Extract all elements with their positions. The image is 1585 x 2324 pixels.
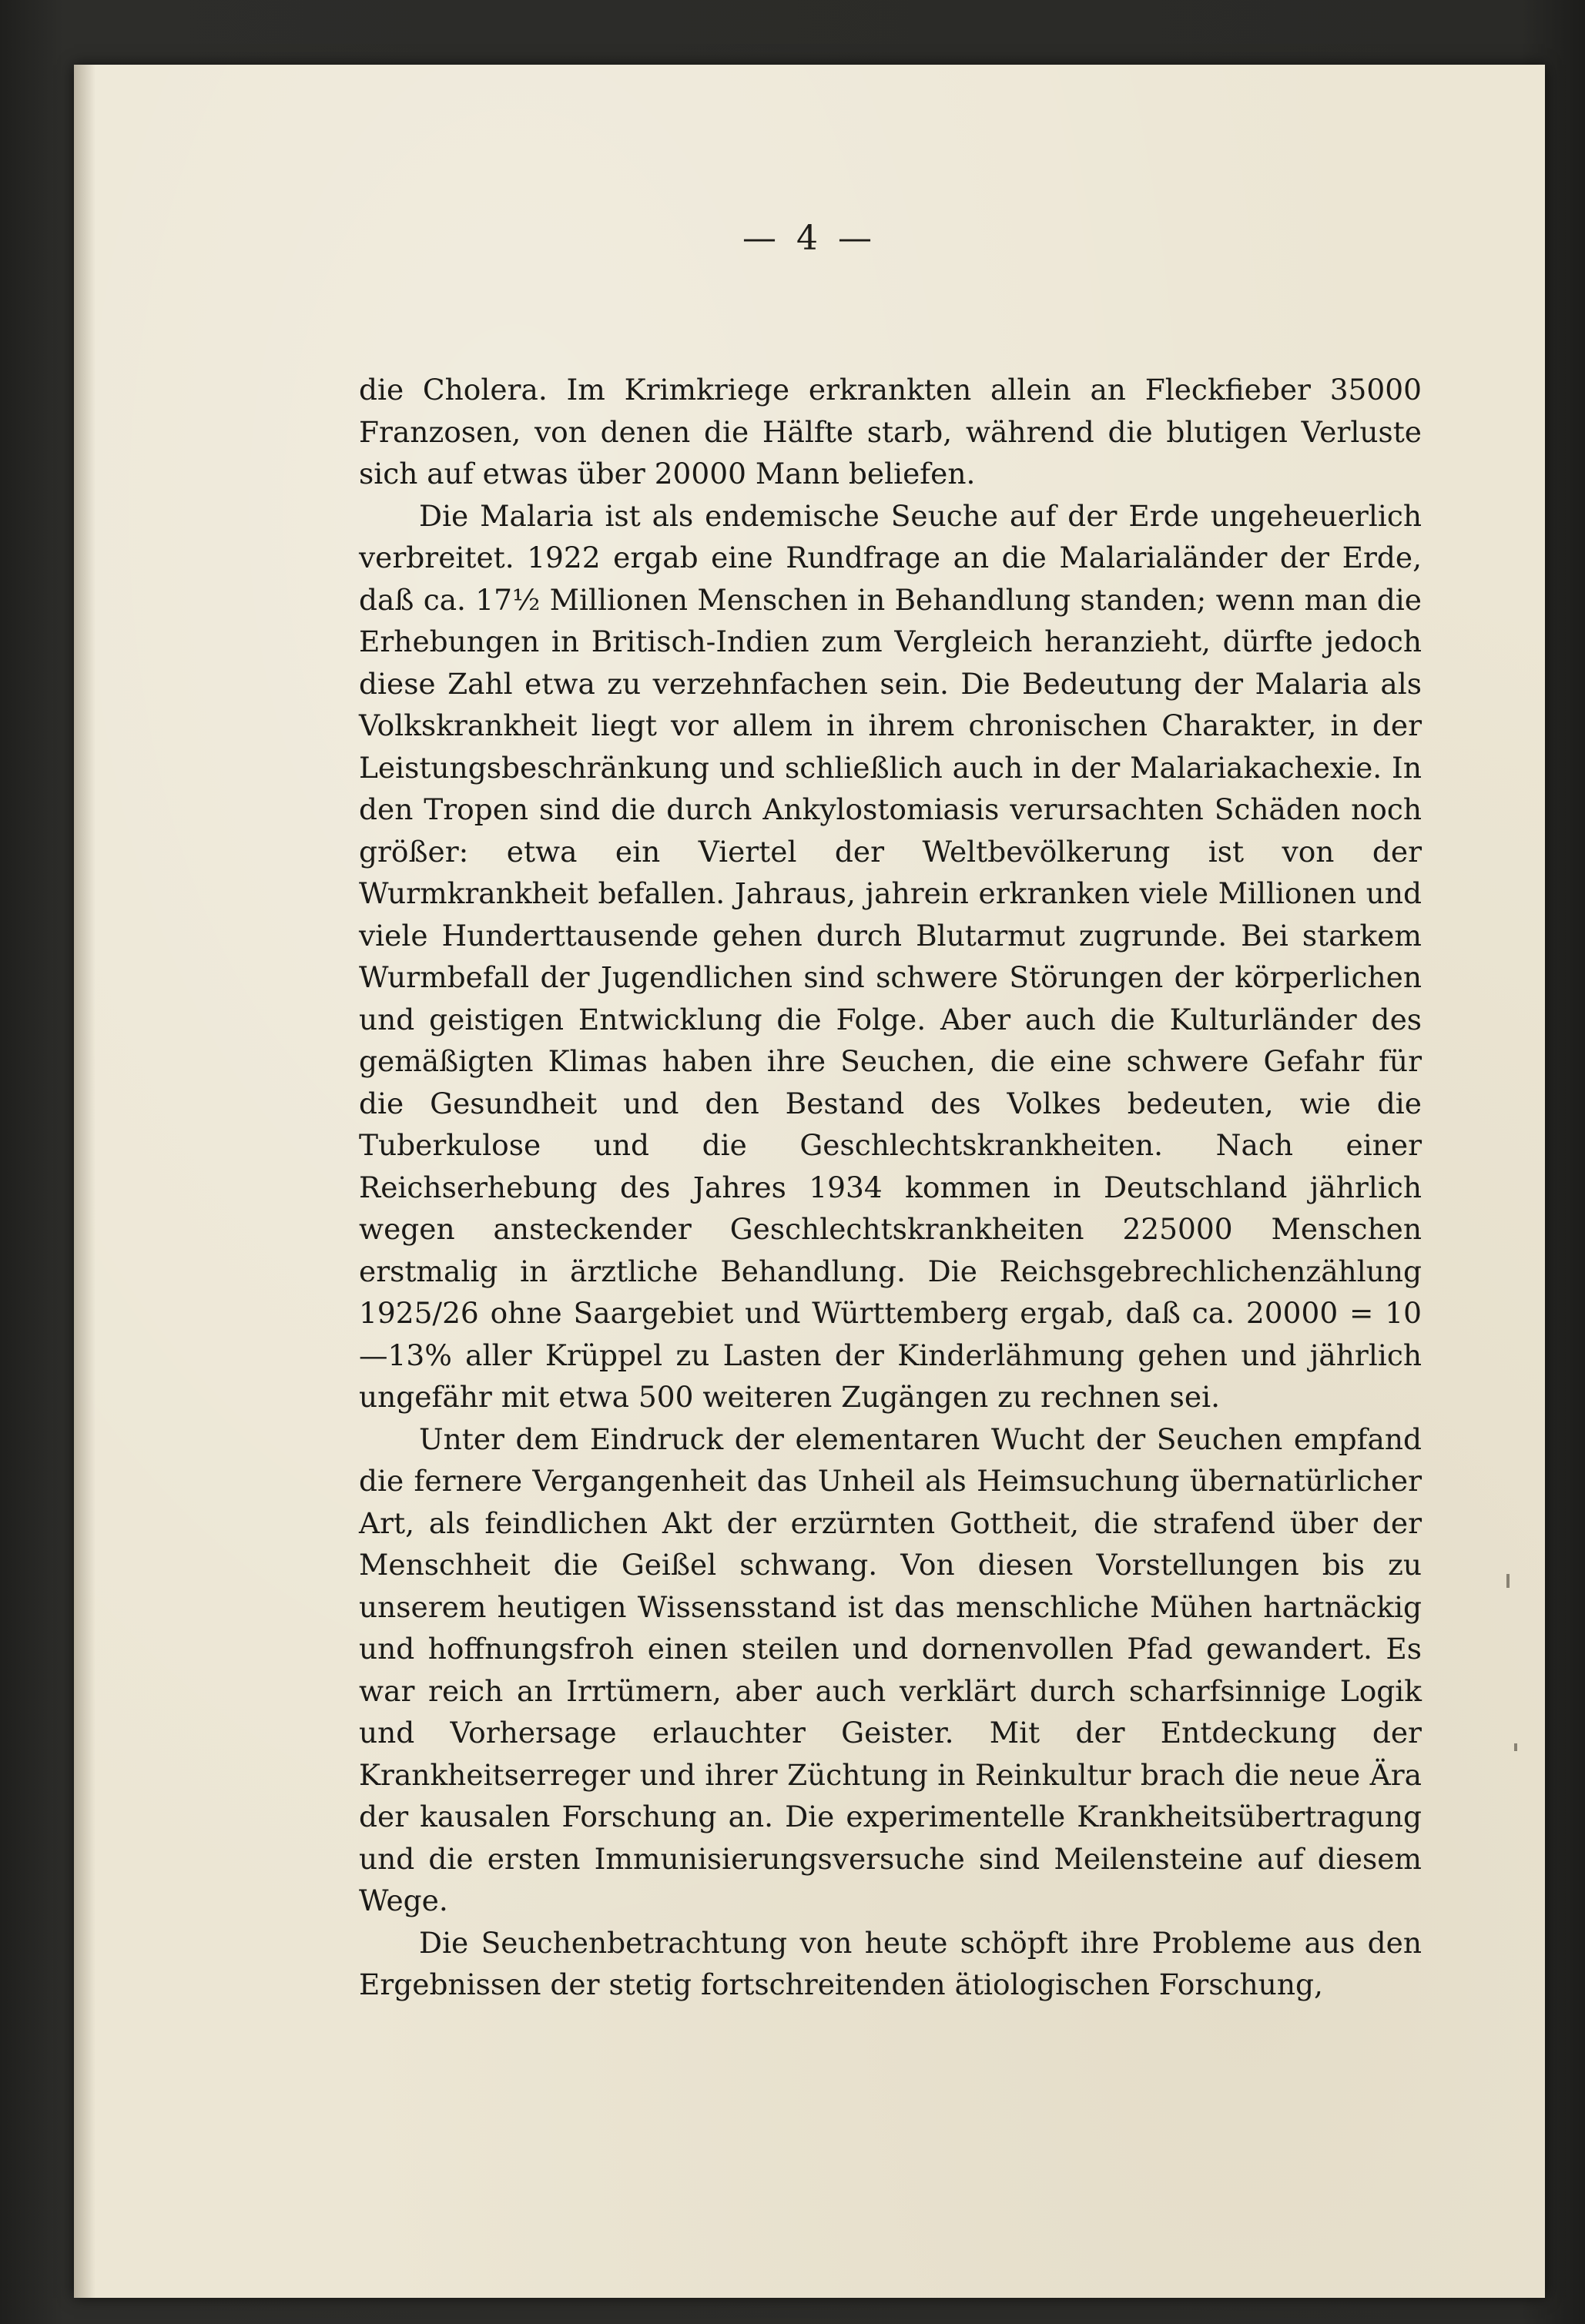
spine-shadow (74, 65, 96, 2298)
margin-mark (1506, 1574, 1510, 1588)
paragraph-historical-view: Unter dem Eindruck der elementaren Wucht der Seuchen empfand die fernere Vergangenheit das Unheil als Heimsuchung übernatürlicher Art, als feindlichen Akt der erzürnten Gottheit, die strafend über der Menschheit die Geißel schwang. Von diesen Vorstellungen bis zu unserem heutigen Wissensstand ist das menschliche Mühen hartnäckig und hoffnungsfroh einen steilen und dornenvollen Pfad gewandert. Es war reich an Irrtümern, aber auch verklärt durch scharfsinnige Logik und Vorhersage erlauchter Geister. Mit der Entdeckung der Krankheitserreger und ihrer Züchtung in Reinkultur brach die neue Ära der kausalen Forschung an. Die experimentelle Krankheitsübertragung und die ersten Immunisierungsversuche sind Meilensteine auf diesem Wege. (359, 1422, 1422, 1917)
margin-mark (1514, 1743, 1517, 1751)
page-number: — 4 — (742, 219, 876, 258)
paragraph-malaria: Die Malaria ist als endemische Seuche auf der Erde ungeheuerlich verbreitet. 1922 ergab eine Rundfrage an die Malarialänder der Erde, daß ca. 17½ Millionen Menschen in Behandlung standen; wenn man die Erhebungen in Britisch-Indien zum Vergleich heranzieht, dürfte jedoch diese Zahl etwa zu verzehnfachen sein. Die Bedeutung der Malaria als Volkskrankheit liegt vor allem in ihrem chronischen Charakter, in der Leistungsbeschränkung und schließlich auch in der Malariakachexie. In den Tropen sind die durch Ankylostomiasis verursachten Schäden noch größer: etwa ein Viertel der Weltbevölkerung ist von der Wurmkrankheit befallen. Jahraus, jahrein erkranken viele Millionen und viele Hunderttausende gehen durch Blutarmut zugrunde. Bei starkem Wurmbefall der Jugendlichen sind schwere Störungen der körperlichen und geistigen Entwicklung die Folge. Aber auch die Kulturländer des gemäßigten Klimas haben ihre Seuchen, die eine schwere Gefahr für die Gesundheit und den Bestand des Volkes bedeuten, wie die Tuberkulose und die Geschlechtskrankheiten. Nach einer Reichserhebung des Jahres 1934 kommen in Deutschland jährlich wegen ansteckender Geschlechtskrankheiten 225000 Menschen erstmalig in ärztliche Behandlung. Die Reichsgebrechlichenzählung 1925/26 ohne Saargebiet und Württemberg ergab, daß ca. 20000 = 10—13% aller Krüppel zu Lasten der Kinderlähmung gehen und jährlich ungefähr mit etwa 500 weiteren Zugängen zu rechnen sei. (359, 498, 1422, 1414)
book-page (74, 65, 1545, 2298)
body-text (359, 369, 1422, 2006)
paragraph-cholera-continuation: die Cholera. Im Krimkriege erkrankten allein an Fleckfieber 35000 Franzosen, von denen die Hälfte starb, während die blutigen Verluste sich auf etwas über 20000 Mann beliefen. (359, 373, 1422, 491)
paragraph-modern-research: Die Seuchenbetrachtung von heute schöpft ihre Probleme aus den Ergebnissen der stetig fortschreitenden ätiologischen Forschung, (359, 1925, 1422, 2001)
